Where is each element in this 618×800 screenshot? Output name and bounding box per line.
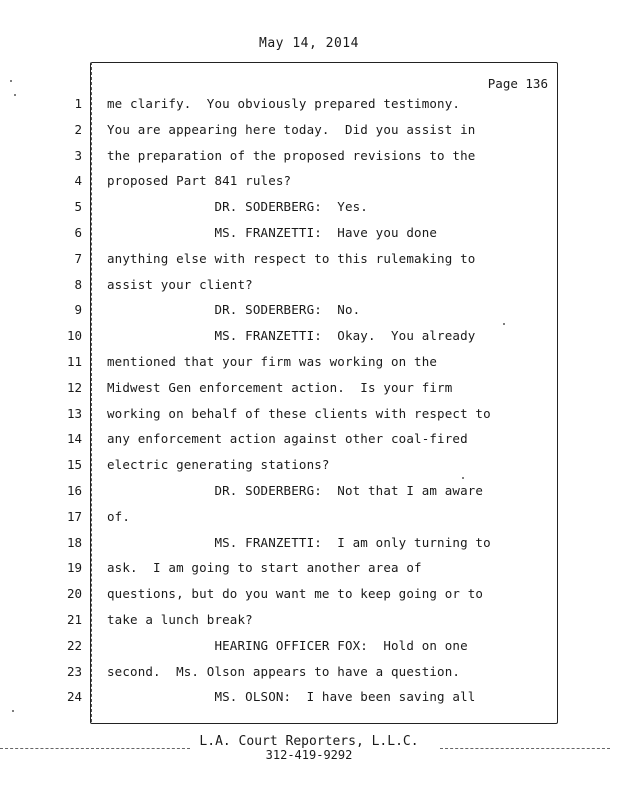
line-number: 1: [74, 96, 82, 111]
transcript-line: take a lunch break?: [107, 612, 253, 627]
page-number: Page 136: [487, 76, 548, 91]
line-number: 14: [66, 431, 82, 447]
scan-speck: [503, 323, 505, 325]
transcript-line: MS. FRANZETTI: I am only turning to: [107, 534, 491, 550]
transcript-line: Midwest Gen enforcement action. Is your firm: [107, 379, 453, 395]
transcript-line: me clarify. You obviously prepared testimony.: [107, 96, 461, 111]
line-number: 6: [74, 225, 82, 240]
line-number: 21: [66, 612, 82, 627]
scan-speck: [10, 80, 12, 82]
line-number: 15: [66, 457, 82, 473]
transcript-line: MS. FRANZETTI: Have you done: [107, 225, 438, 240]
transcript-line: the preparation of the proposed revisions to the: [107, 147, 476, 163]
transcript-line: working on behalf of these clients with respect to: [107, 405, 491, 421]
transcript-line: HEARING OFFICER FOX: Hold on one: [107, 637, 468, 653]
line-number: 4: [74, 173, 82, 189]
line-number: 2: [74, 121, 82, 137]
line-number: 20: [66, 586, 82, 602]
transcript-line: assist your client?: [107, 276, 253, 292]
transcript-line: ask. I am going to start another area of: [107, 560, 422, 576]
transcript-line: proposed Part 841 rules?: [107, 173, 292, 189]
transcript-line: MS. OLSON: I have been saving all: [107, 689, 476, 705]
line-number: 22: [66, 637, 82, 653]
line-number: 9: [74, 302, 82, 318]
transcript-line: MS. FRANZETTI: Okay. You already: [107, 328, 476, 344]
line-number: 3: [74, 147, 82, 163]
transcript-line: DR. SODERBERG: Not that I am aware: [107, 483, 484, 498]
transcript-line: of.: [107, 508, 131, 524]
margin-rule: [91, 62, 93, 722]
line-number: 13: [66, 405, 82, 421]
line-number: 5: [74, 199, 82, 215]
line-number: 19: [66, 560, 82, 576]
line-number: 18: [66, 534, 82, 550]
line-number: 24: [66, 689, 82, 705]
scan-speck: [462, 477, 464, 479]
line-number: 12: [66, 379, 82, 395]
scan-speck: [12, 710, 14, 712]
transcript-line: questions, but do you want me to keep going or to: [107, 586, 484, 602]
transcript-line: any enforcement action against other coal-fired: [107, 431, 468, 447]
transcript-line: electric generating stations?: [107, 457, 330, 473]
line-number: 8: [74, 276, 82, 292]
transcript-line: mentioned that your firm was working on the: [107, 354, 438, 369]
transcript-line: anything else with respect to this rulemaking to: [107, 250, 476, 266]
line-number: 10: [66, 328, 82, 344]
footer-company: L.A. Court Reporters, L.L.C.: [199, 734, 419, 749]
scan-speck: [14, 94, 16, 96]
page-date-header: May 14, 2014: [259, 36, 359, 51]
transcript-line: DR. SODERBERG: Yes.: [107, 199, 368, 215]
line-number: 23: [66, 663, 82, 679]
line-number: 17: [66, 508, 82, 524]
footer-phone: 312-419-9292: [265, 748, 353, 762]
line-number: 16: [66, 483, 82, 498]
transcript-line: DR. SODERBERG: No.: [107, 302, 361, 318]
line-number: 11: [66, 354, 82, 369]
line-number: 7: [74, 250, 82, 266]
transcript-line: second. Ms. Olson appears to have a question.: [107, 663, 461, 679]
transcript-line: You are appearing here today. Did you assist in: [107, 121, 476, 137]
